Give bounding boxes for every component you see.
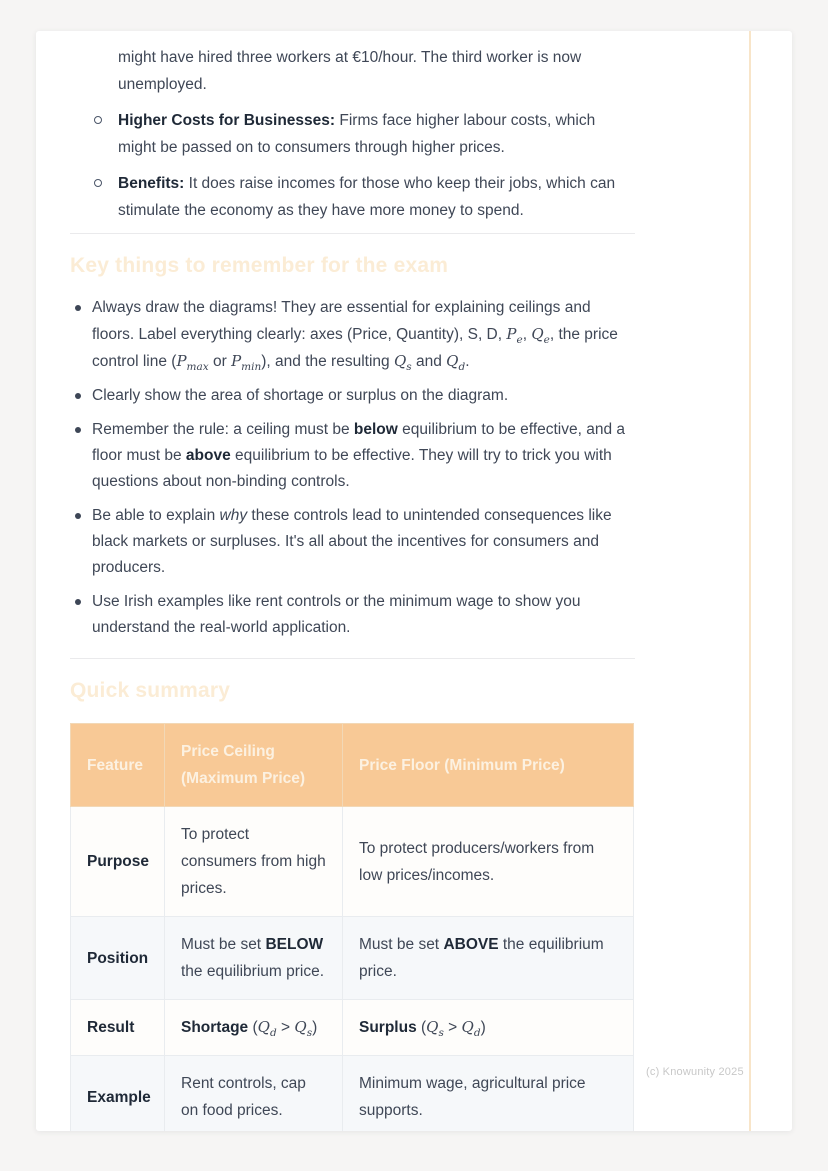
list-item — [70, 295, 635, 375]
column-header: Feature — [71, 724, 165, 807]
document-page — [36, 31, 792, 1131]
document-content — [70, 31, 635, 1119]
row-label: Purpose — [71, 807, 165, 917]
list-item-text: Higher Costs for Businesses: Firms face higher labour costs, which might be passed on to consumers through higher prices. — [118, 112, 596, 156]
bullet-icon — [75, 513, 81, 519]
intro-continuation-text: might have hired three workers at €10/hour. The third worker is now unemployed. — [118, 49, 582, 93]
page-accent-line — [749, 31, 751, 1131]
circle-bullet-icon — [94, 116, 102, 124]
bullet-icon — [75, 305, 81, 311]
table-header-row — [71, 724, 634, 807]
key-things-section — [70, 233, 635, 641]
cell-price-floor: Must be set ABOVE the equilibrium price. — [343, 917, 634, 1000]
cell-price-floor: To protect producers/workers from low prices/incomes. — [343, 807, 634, 917]
bullet-icon — [75, 393, 81, 399]
cell-price-ceiling: To protect consumers from high prices. — [165, 807, 343, 917]
list-item-text: Always draw the diagrams! They are essential for explaining ceilings and floors. Label everything clearly: axes (Price, Quantity), S, D, $P_e$, $Q_e$, the price control line ($P_{max}$ or $P_{min}$), and the resulting $Q_s$ and $Q_d$. — [92, 299, 618, 373]
quick-summary-section — [70, 658, 635, 1131]
table-row — [71, 1056, 634, 1132]
column-header: Price Ceiling (Maximum Price) — [165, 724, 343, 807]
cell-price-ceiling: Must be set BELOW the equilibrium price. — [165, 917, 343, 1000]
list-item-text: Be able to explain why these controls lead to unintended consequences like black markets or surpluses. It's all about the incentives for consumers and producers. — [92, 507, 612, 576]
list-item — [70, 383, 635, 409]
list-item-text: Use Irish examples like rent controls or the minimum wage to show you understand the real-world application. — [92, 593, 581, 636]
list-item — [70, 503, 635, 581]
row-label: Result — [71, 1000, 165, 1056]
cell-price-ceiling: Shortage $(Q_d > Q_s)$ — [165, 1000, 343, 1056]
intro-section — [70, 44, 635, 224]
circle-bullet-icon — [94, 179, 102, 187]
cell-price-floor: Surplus $(Q_s > Q_d)$ — [343, 1000, 634, 1056]
watermark: (c) Knowunity 2025 — [646, 1066, 744, 1078]
row-label: Example — [71, 1056, 165, 1132]
quick-summary-heading: Quick summary — [70, 679, 231, 702]
key-things-heading: Key things to remember for the exam — [70, 254, 449, 277]
summary-table — [70, 723, 634, 1131]
intro-sublist — [70, 107, 635, 224]
list-item-text: Benefits: It does raise incomes for those who keep their jobs, which can stimulate the economy as they have more money to spend. — [118, 175, 616, 219]
list-item — [70, 417, 635, 495]
list-item-text: Clearly show the area of shortage or surplus on the diagram. — [92, 387, 509, 404]
list-item — [70, 107, 635, 161]
list-item — [70, 170, 635, 224]
bullet-icon — [75, 427, 81, 433]
list-item-text: Remember the rule: a ceiling must be below equilibrium to be effective, and a floor must be above equilibrium to be effective. They will try to trick you with questions about non-binding controls. — [92, 421, 626, 490]
section-divider — [70, 658, 635, 659]
column-header: Price Floor (Minimum Price) — [343, 724, 634, 807]
key-things-list — [70, 295, 635, 641]
table-row — [71, 807, 634, 917]
cell-price-floor: Minimum wage, agricultural price supports. — [343, 1056, 634, 1132]
section-divider — [70, 233, 635, 234]
row-label: Position — [71, 917, 165, 1000]
table-row — [71, 1000, 634, 1056]
list-item — [70, 589, 635, 641]
cell-price-ceiling: Rent controls, cap on food prices. — [165, 1056, 343, 1132]
table-row — [71, 917, 634, 1000]
bullet-icon — [75, 599, 81, 605]
